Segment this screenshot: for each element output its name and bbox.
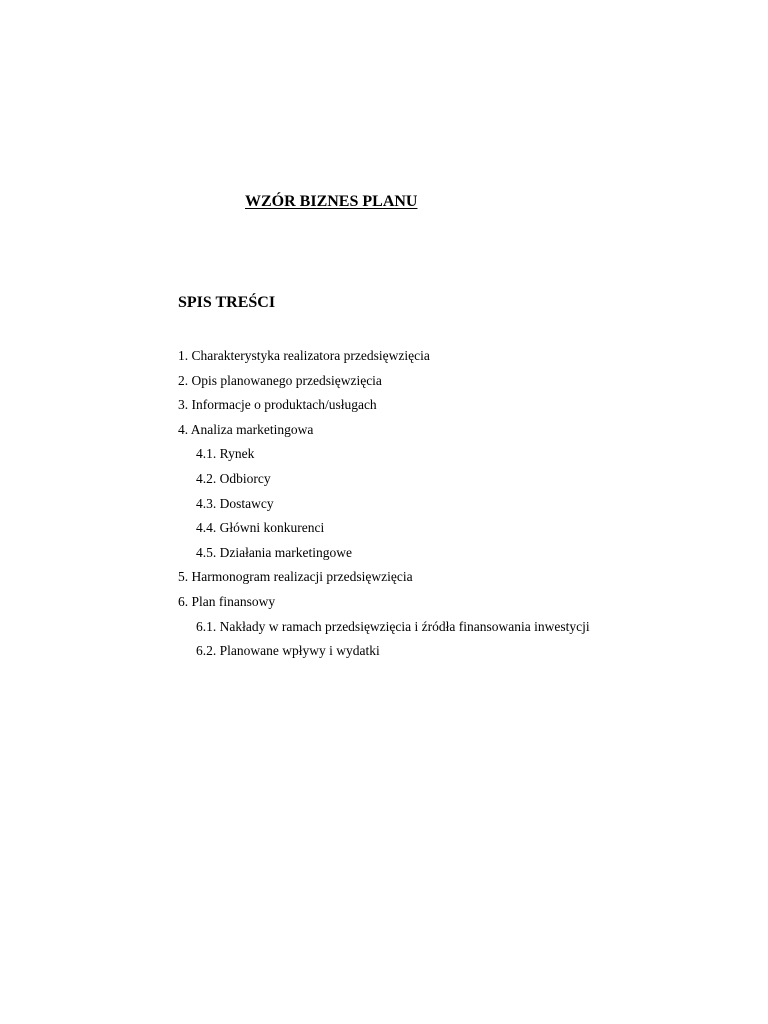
document-title: WZÓR BIZNES PLANU: [245, 193, 418, 210]
toc-item: 4.2. Odbiorcy: [196, 470, 271, 486]
toc-item: 4. Analiza marketingowa: [178, 421, 314, 437]
toc-item: 6.1. Nakłady w ramach przedsięwzięcia i źródła finansowania inwestycji: [196, 618, 590, 634]
toc-heading: SPIS TREŚCI: [178, 294, 276, 311]
toc-item: 3. Informacje o produktach/usługach: [178, 397, 377, 413]
toc-item: 4.4. Główni konkurenci: [196, 520, 325, 536]
toc-item: 5. Harmonogram realizacji przedsięwzięcia: [178, 569, 413, 585]
toc-list: [178, 346, 590, 666]
toc-item: 2. Opis planowanego przedsięwzięcia: [178, 372, 382, 388]
toc-item: 1. Charakterystyka realizatora przedsięwzięcia: [178, 348, 430, 363]
toc-item: 4.3. Dostawcy: [196, 495, 274, 511]
toc-item: 6. Plan finansowy: [178, 593, 276, 609]
toc-item: 4.1. Rynek: [196, 446, 255, 462]
toc-item: 4.5. Działania marketingowe: [196, 544, 352, 560]
toc-item: 6.2. Planowane wpływy i wydatki: [196, 643, 380, 659]
